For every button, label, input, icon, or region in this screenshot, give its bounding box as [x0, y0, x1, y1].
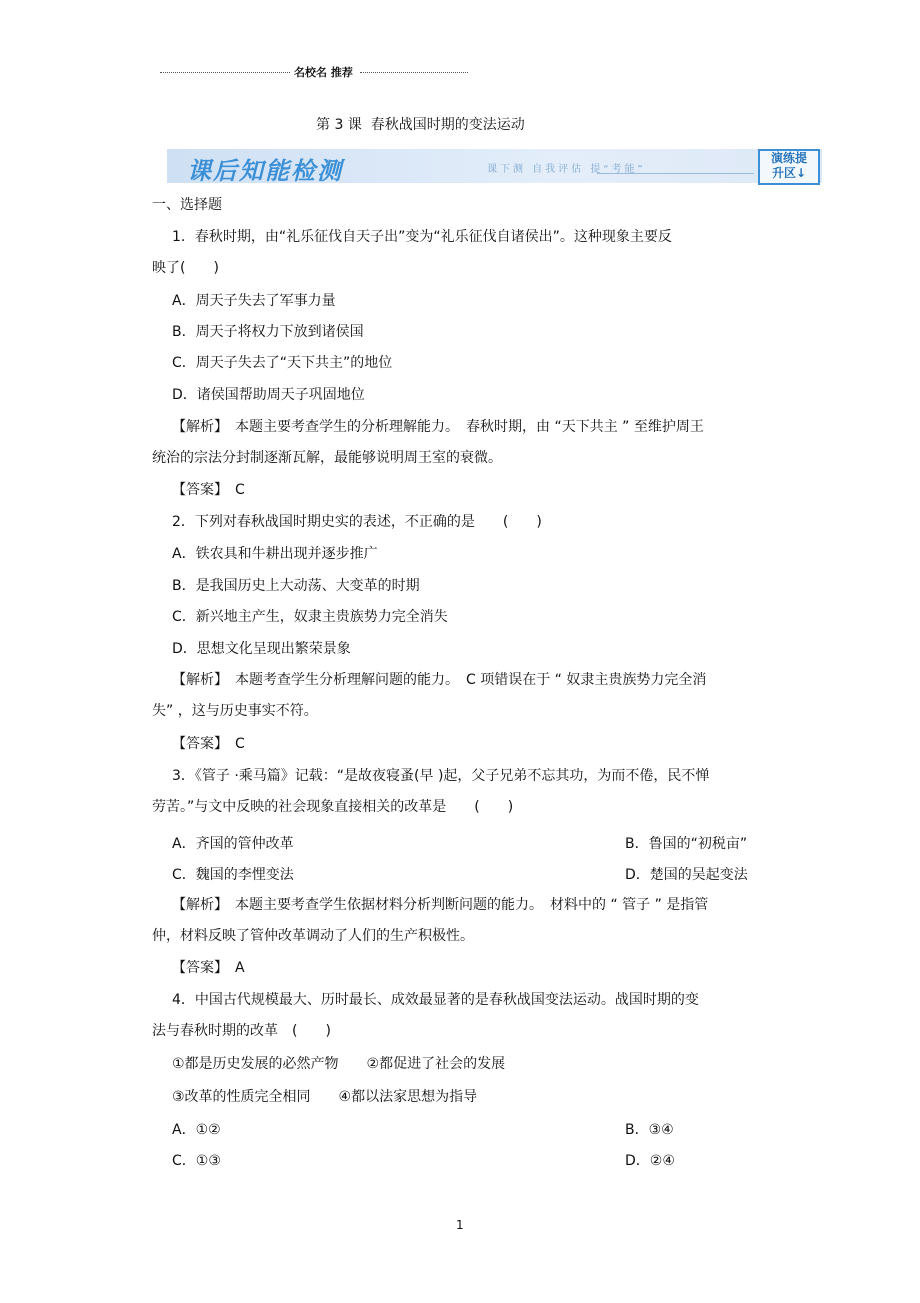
text-line: B．③④ [625, 1122, 674, 1138]
text-line: 3．《管子 ·乘马篇》记载：“是故夜寝蚤(早 )起，父子兄弟不忘其功，为而不倦，民不惮 [172, 768, 710, 784]
text-line: D．思想文化呈现出繁荣景象 [172, 641, 351, 657]
header-text: 名校名 推荐 [294, 66, 353, 79]
text-line: A．①② [172, 1122, 221, 1138]
header-divider [160, 72, 290, 73]
text-line: 2．下列对春秋战国时期史实的表述，不正确的是 ( ) [172, 514, 542, 530]
text-line: D．诸侯国帮助周天子巩固地位 [172, 387, 365, 403]
text-line: 【答案】 A [172, 960, 245, 976]
text-line: 法与春秋时期的改革 ( ) [152, 1023, 331, 1039]
text-line: A．周天子失去了军事力量 [172, 293, 336, 309]
header-divider [360, 72, 468, 73]
section-banner [167, 149, 822, 183]
page-header [160, 64, 470, 80]
text-line: D．②④ [625, 1153, 675, 1169]
text-line: C．周天子失去了“天下共主”的地位 [172, 355, 393, 371]
text-line: 失” ，这与历史事实不符。 [152, 703, 318, 719]
text-line: 【解析】 本题主要考查学生依据材料分析判断问题的能力。 材料中的 “ 管子 ” 是指管 [172, 897, 709, 913]
banner-divider [597, 173, 754, 174]
text-line: A．齐国的管仲改革 [172, 836, 294, 852]
text-line: B．是我国历史上大动荡、大变革的时期 [172, 578, 420, 594]
text-line: ③改革的性质完全相同 ④都以法家思想为指导 [172, 1089, 478, 1105]
lesson-title: 第 3 课 春秋战国时期的变法运动 [316, 117, 525, 133]
text-line: 仲，材料反映了管仲改革调动了人们的生产积极性。 [152, 928, 474, 944]
text-line: D．楚国的吴起变法 [625, 867, 748, 883]
text-line: 1．春秋时期，由“礼乐征伐自天子出”变为“礼乐征伐自诸侯出”。这种现象主要反 [172, 229, 672, 245]
text-line: 【答案】 C [172, 482, 245, 498]
text-line: B．鲁国的“初税亩” [625, 836, 748, 852]
box-line: 升区↓ [771, 166, 807, 180]
text-line: 4．中国古代规模最大、历时最长、成效最显著的是春秋战国变法运动。战国时期的变 [172, 992, 699, 1008]
text-line: 映了( ) [152, 260, 219, 276]
text-line: C．①③ [172, 1153, 221, 1169]
text-line: 劳苦。”与文中反映的社会现象直接相关的改革是 ( ) [152, 799, 514, 815]
text-line: ①都是历史发展的必然产物 ②都促进了社会的发展 [172, 1056, 506, 1072]
text-line: 【解析】 本题考查学生分析理解问题的能力。 C 项错误在于 “ 奴隶主贵族势力完全消 [172, 672, 707, 688]
text-line: C．魏国的李悝变法 [172, 867, 294, 883]
section-heading: 一、选择题 [152, 197, 222, 213]
text-line: A．铁农具和牛耕出现并逐步推广 [172, 546, 378, 562]
text-line: C．新兴地主产生，奴隶主贵族势力完全消失 [172, 609, 448, 625]
box-line: 演练提 [770, 151, 807, 165]
text-line: 统治的宗法分封制逐渐瓦解，最能够说明周王室的衰微。 [152, 450, 502, 466]
banner-practice-box [758, 149, 820, 185]
text-line: B．周天子将权力下放到诸侯国 [172, 324, 364, 340]
banner-title: 课后知能检测 [187, 157, 343, 185]
banner-subtitle: 课下测 自我评估 提“考能” [487, 164, 646, 175]
page-number: 1 [456, 1218, 464, 1232]
text-line: 【解析】 本题主要考查学生的分析理解能力。 春秋时期，由 “天下共主 ” 至维护周王 [172, 419, 704, 435]
text-line: 【答案】 C [172, 736, 245, 752]
